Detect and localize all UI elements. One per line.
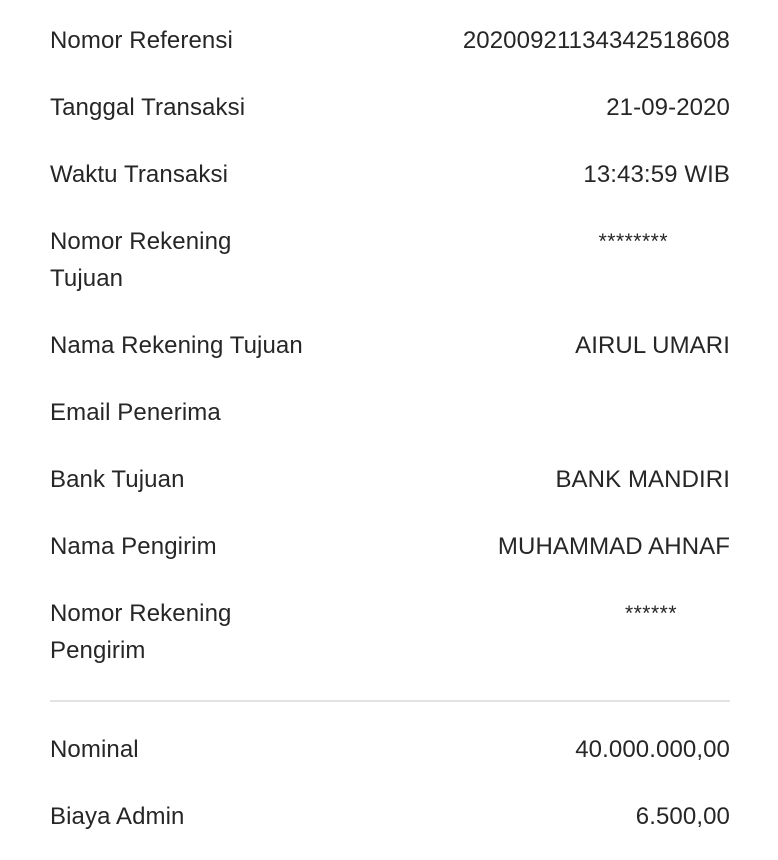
destination-account-number-label <box>50 223 231 297</box>
admin-fee-label: Biaya Admin <box>50 803 185 830</box>
reference-number-label: Nomor Referensi <box>50 27 233 54</box>
destination-account-number-label-line-2: Tujuan <box>50 265 124 292</box>
nominal-label: Nominal <box>50 736 139 763</box>
detail-row-transaction-date <box>50 89 730 129</box>
sender-account-number-label-line-1: Nomor Rekening <box>50 600 232 627</box>
detail-row-sender-name <box>50 528 730 568</box>
recipient-email-label: Email Penerima <box>50 399 221 426</box>
destination-account-name-label: Nama Rekening Tujuan <box>50 332 303 359</box>
transaction-date-value: 21-09-2020 <box>606 94 730 121</box>
transaction-date-label: Tanggal Transaksi <box>50 94 246 121</box>
sender-account-number-label-line-2: Pengirim <box>50 637 146 664</box>
detail-row-transaction-time <box>50 156 730 196</box>
transaction-time-label: Waktu Transaksi <box>50 161 228 188</box>
destination-bank-value: BANK MANDIRI <box>555 466 730 493</box>
section-divider <box>50 700 730 702</box>
detail-row-destination-bank <box>50 461 730 501</box>
sender-name-label: Nama Pengirim <box>50 533 217 560</box>
destination-account-number-label-line-1: Nomor Rekening <box>50 228 232 255</box>
destination-account-name-value: AIRUL UMARI <box>575 332 730 359</box>
sender-name-value: MUHAMMAD AHNAF <box>497 533 730 560</box>
reference-number-value: 20200921134342518608 <box>462 27 730 54</box>
sender-account-number-value: ****** <box>624 602 677 625</box>
detail-row-destination-account-number <box>50 223 730 299</box>
detail-row-sender-account-number <box>50 595 730 671</box>
detail-row-recipient-email <box>50 394 730 434</box>
admin-fee-value: 6.500,00 <box>635 803 730 830</box>
detail-row-destination-account-name <box>50 327 730 367</box>
destination-bank-label: Bank Tujuan <box>50 466 185 493</box>
nominal-value: 40.000.000,00 <box>575 736 730 763</box>
amount-row-admin-fee <box>50 798 730 838</box>
transaction-time-value: 13:43:59 WIB <box>583 161 730 188</box>
destination-account-number-value: ******** <box>598 230 668 253</box>
detail-row-reference-number <box>50 22 730 62</box>
sender-account-number-label <box>50 595 231 669</box>
amount-row-nominal <box>50 731 730 771</box>
